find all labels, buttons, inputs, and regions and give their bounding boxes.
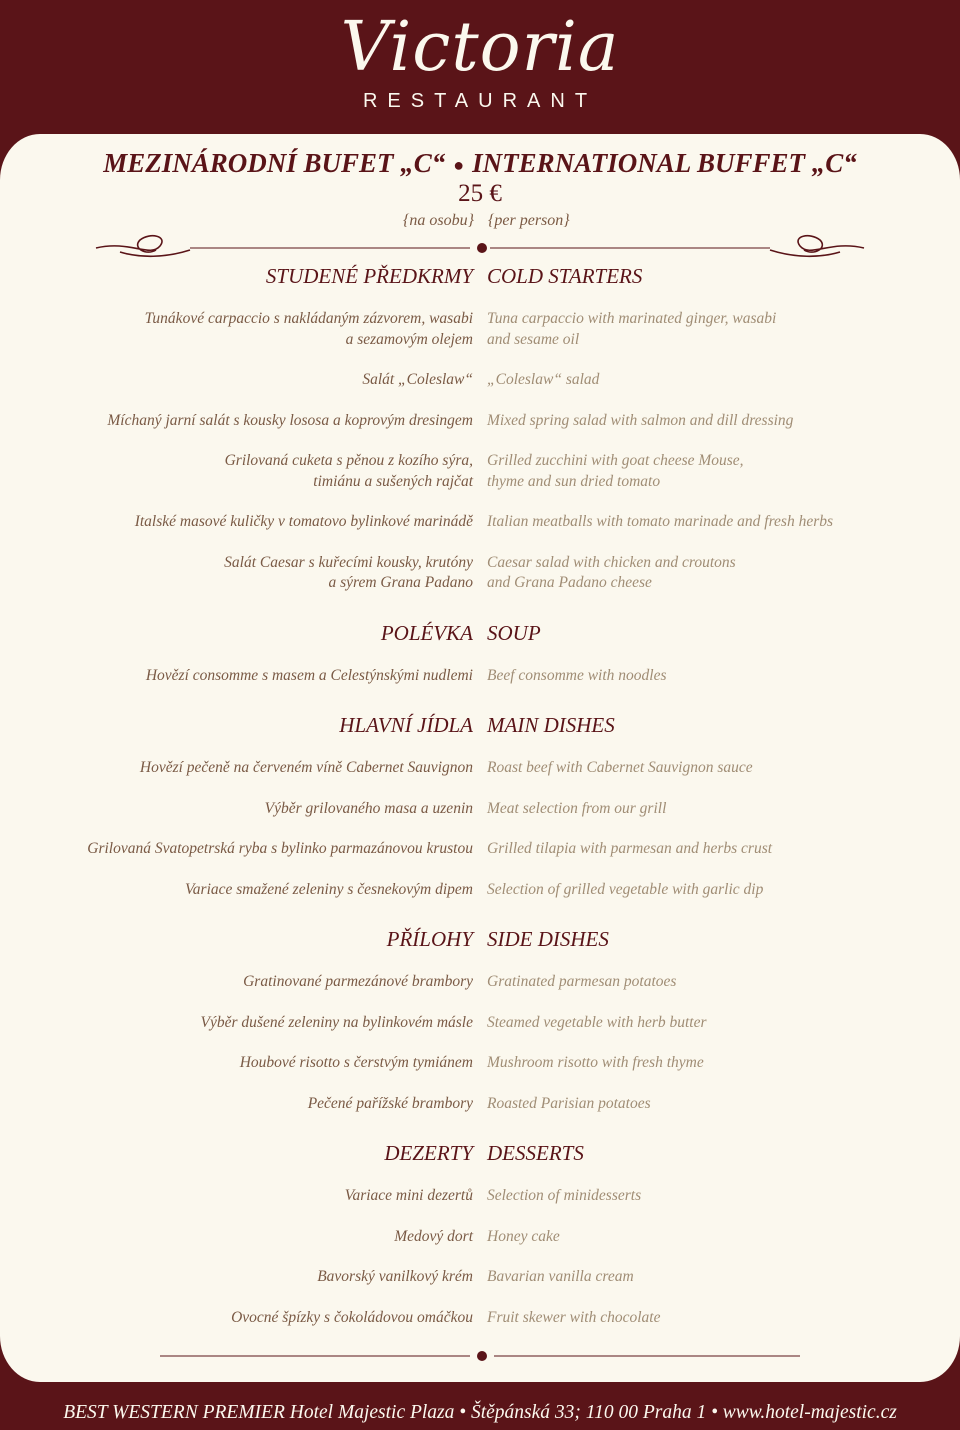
title-en: INTERNATIONAL BUFFET „C“ — [472, 148, 857, 178]
menu-item-en: Roasted Parisian potatoes — [487, 1094, 651, 1112]
menu-item-cz: Bavorský vanilkový krém — [317, 1268, 473, 1285]
menu-item-cz: Pečené pařížské brambory — [307, 1094, 473, 1112]
section-heading-en: COLD STARTERS — [487, 264, 643, 288]
menu-item-en: Grilled tilapia with parmesan and herbs crust — [487, 840, 773, 857]
menu-item-cz: Salát Caesar s kuřecími kousky, krutóny a sýrem Grana Padano — [224, 553, 473, 591]
title-cz: MEZINÁRODNÍ BUFET „C“ — [103, 148, 446, 178]
menu-item-en: Roast beef with Cabernet Sauvignon sauce — [487, 759, 753, 776]
flourish-divider-icon — [0, 228, 960, 264]
menu-item-en: „Coleslaw“ salad — [487, 371, 600, 388]
section-heading-en: SIDE DISHES — [487, 927, 609, 951]
section-heading-cz: DEZERTY — [384, 1141, 473, 1165]
logo-wordmark: RESTAURANT — [362, 90, 598, 112]
menu-item-en: Steamed vegetable with herb butter — [487, 1013, 707, 1031]
footer-address: BEST WESTERN PREMIER Hotel Majestic Plaza • Štěpánská 33; 110 00 Praha 1 • www.hotel-majestic.cz — [63, 1402, 897, 1423]
menu-item-en: Mixed spring salad with salmon and dill dressing — [487, 411, 794, 429]
section-heading-en: SOUP — [487, 620, 541, 645]
menu-item-en: Gratinated parmesan potatoes — [487, 973, 677, 990]
menu-item-cz: Grilovaná cuketa s pěnou z kozího sýra, timiánu a sušených rajčat — [224, 452, 473, 490]
menu-item-en: Meat selection from our grill — [487, 799, 667, 817]
menu-item-cz: Míchaný jarní salát s kousky lososa a koprovým dresingem — [107, 411, 473, 429]
menu-item-cz: Tunákové carpaccio s nakládaným zázvorem, wasabi a sezamovým olejem — [144, 310, 473, 348]
menu-item-cz: Italské masové kuličky v tomatovo bylinkové marinádě — [134, 513, 473, 530]
menu-item-cz: Gratinované parmezánové brambory — [243, 973, 473, 990]
menu-title — [0, 148, 960, 179]
menu-item-en: Bavarian vanilla cream — [487, 1268, 634, 1285]
menu-item-cz: Ovocné špízky s čokoládovou omáčkou — [231, 1308, 473, 1326]
price: 25 € — [458, 180, 502, 207]
menu-item-en: Tuna carpaccio with marinated ginger, wasabi and sesame oil — [487, 310, 777, 348]
menu-item-cz: Výběr grilovaného masa a uzenin — [264, 799, 473, 817]
menu-item-cz: Salát „Coleslaw“ — [362, 371, 473, 388]
menu-item-en: Honey cake — [487, 1227, 560, 1245]
section-heading-cz: POLÉVKA — [380, 620, 473, 645]
section-heading-en: DESSERTS — [487, 1141, 584, 1165]
menu-item-en: Selection of grilled vegetable with garlic dip — [487, 880, 764, 898]
section-heading-en: MAIN DISHES — [487, 713, 615, 737]
menu-item-en: Fruit skewer with chocolate — [487, 1308, 661, 1326]
menu-item-en: Beef consomme with noodles — [487, 666, 667, 684]
header-band — [0, 0, 960, 140]
menu-item-cz: Výběr dušené zeleniny na bylinkovém másle — [200, 1013, 473, 1031]
title-separator-icon: ● — [453, 155, 465, 176]
menu-item-cz: Variace mini dezertů — [344, 1187, 473, 1204]
menu-item-cz: Hovězí pečeně na červeném víně Cabernet Sauvignon — [139, 759, 473, 776]
menu-item-cz: Medový dort — [394, 1227, 473, 1245]
menu-item-cz: Variace smažené zeleniny s česnekovým dipem — [185, 880, 473, 898]
menu-item-en: Italian meatballs with tomato marinade and fresh herbs — [487, 513, 834, 530]
section-heading-cz: PŘÍLOHY — [386, 927, 473, 951]
menu-item-en: Selection of minidesserts — [487, 1187, 642, 1204]
per-person-en: {per person} — [488, 212, 570, 229]
per-person-cz: {na osobu} — [402, 212, 474, 229]
menu-item-en: Mushroom risotto with fresh thyme — [487, 1054, 704, 1071]
logo-script: Victoria — [340, 8, 620, 87]
menu-item-cz: Houbové risotto s čerstvým tymiánem — [239, 1054, 473, 1071]
menu-item-en: Grilled zucchini with goat cheese Mouse, thyme and sun dried tomato — [487, 452, 744, 490]
menu-item-en: Caesar salad with chicken and croutons and Grana Padano cheese — [487, 553, 736, 591]
bottom-divider-icon — [0, 1348, 960, 1364]
section-heading-cz: HLAVNÍ JÍDLA — [339, 713, 473, 737]
section-heading-cz: STUDENÉ PŘEDKRMY — [265, 264, 473, 288]
menu-item-cz: Hovězí consomme s masem a Celestýnskými nudlemi — [145, 666, 473, 684]
menu-item-cz: Grilovaná Svatopetrská ryba s bylinko parmazánovou krustou — [87, 840, 473, 857]
